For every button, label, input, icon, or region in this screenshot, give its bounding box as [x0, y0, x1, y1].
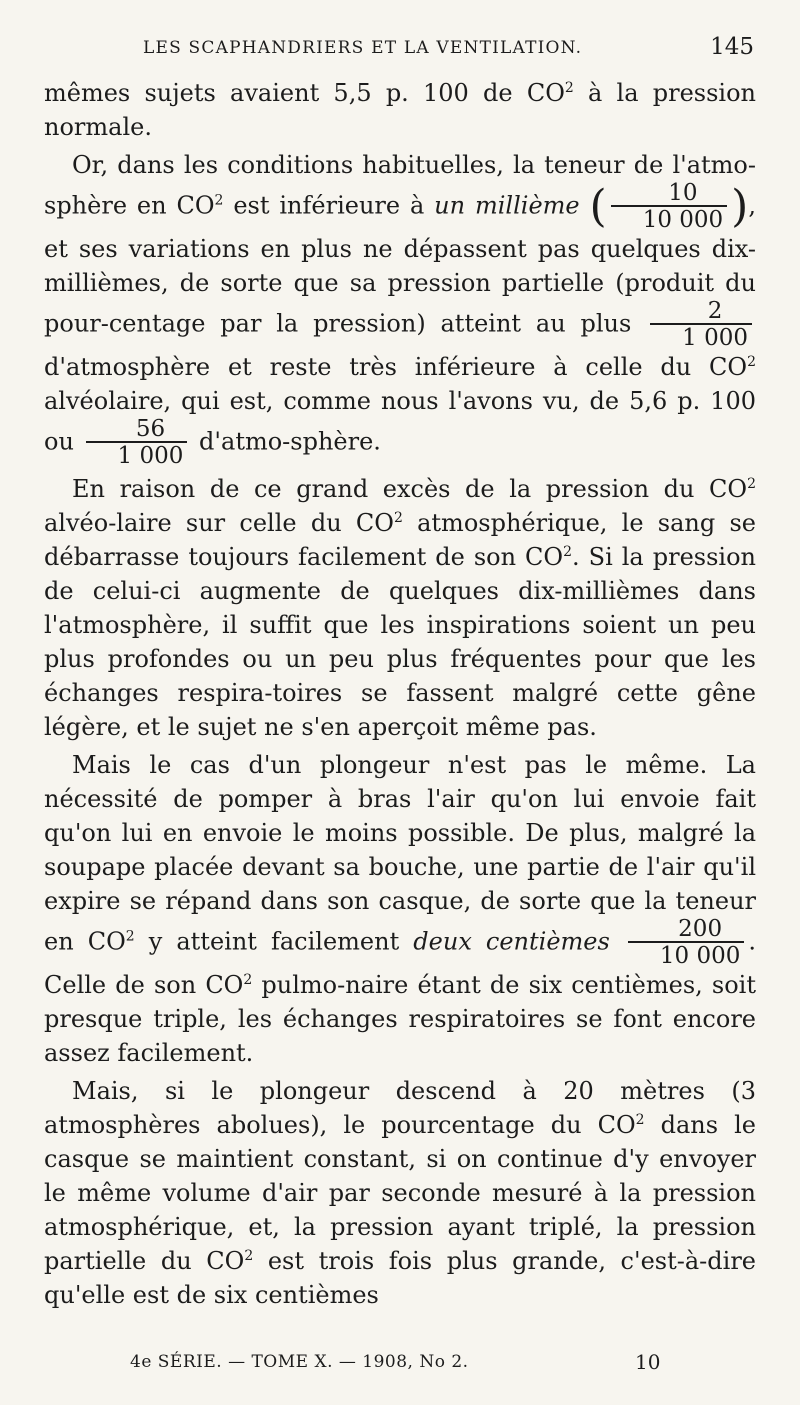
superscript: 2: [393, 510, 403, 526]
paragraph-1: [44, 76, 756, 144]
text-run: à la pression normale.: [44, 79, 756, 141]
fraction-denominator: 10 000: [628, 941, 744, 968]
fraction-fifty-six-thousandths: [86, 418, 188, 468]
emphasis: deux centièmes: [413, 927, 610, 956]
right-paren: ): [731, 181, 749, 232]
text-run: alvéo-laire sur celle du CO: [44, 509, 394, 537]
superscript: 2: [244, 1248, 254, 1264]
page-header: [0, 36, 800, 66]
superscript: 2: [747, 476, 756, 492]
superscript: 2: [564, 80, 574, 96]
fraction-denominator: 1 000: [650, 323, 752, 350]
fraction-numerator: 10: [668, 180, 698, 206]
fraction-numerator: 200: [678, 916, 723, 942]
text-run: d'atmosphère et reste très inférieure à celle du CO: [44, 353, 748, 381]
running-title: LES SCAPHANDRIERS ET LA VENTILATION.: [143, 38, 583, 58]
text-run: , et ses variations en plus ne dépassent pas quelques dix-millièmes, de sorte que sa pression partielle (produit du pour-centage par la pression) atteint au plus: [44, 191, 756, 338]
text-run: mêmes sujets avaient 5,5 p. 100 de CO: [44, 79, 565, 107]
fraction-two-thousandths: [650, 300, 752, 350]
page-number: 145: [710, 34, 754, 60]
paragraph-3: [44, 472, 756, 744]
text-run: dans le casque se maintient constant, si on continue d'y envoyer le même volume d'air par seconde mesuré à la pression atmosphérique, et, la pression ayant triplé, la pression partielle du CO: [44, 1111, 756, 1275]
left-paren: (: [589, 181, 607, 232]
text-run: est trois fois plus grande, c'est-à-dire qu'elle est de six centièmes: [44, 1247, 757, 1309]
signature-mark: 10: [635, 1350, 661, 1374]
text-run: . Si la pression de celui-ci augmente de quelques dix-millièmes dans l'atmosphère, il suffit que les inspirations soient un peu plus profondes ou un peu plus fréquentes pour que les échanges respira-toires se fassent malgré cette gêne légère, et le sujet ne s'en aperçoit même pas.: [44, 543, 756, 741]
text-run: est inférieure à: [223, 191, 435, 220]
superscript: 2: [243, 972, 253, 988]
text-run: y atteint facilement: [134, 927, 414, 956]
series-info: 4e SÉRIE. — TOME X. — 1908, No 2.: [130, 1352, 469, 1372]
text-run: . Celle de son CO: [44, 927, 757, 999]
fraction-denominator: 1 000: [86, 441, 188, 468]
fraction-two-hundredths: [628, 918, 744, 968]
fraction-numerator: 56: [135, 416, 166, 442]
superscript: 2: [747, 354, 756, 370]
text-run: Mais, si le plongeur descend à 20 mètres (3 atmosphères abolues), le pourcentage du CO: [44, 1077, 756, 1139]
text-run: alvéolaire, qui est, comme nous l'avons vu, de 5,6 p. 100 ou: [44, 387, 756, 456]
superscript: 2: [214, 192, 224, 209]
superscript: 2: [125, 928, 135, 945]
page-footer: [0, 1350, 800, 1380]
paragraph-2: [44, 148, 756, 468]
text-run: pulmo-naire étant de six centièmes, soit presque triple, les échanges respiratoires se font encore assez facilement.: [44, 971, 756, 1067]
superscript: 2: [635, 1112, 645, 1128]
paragraph-5: [44, 1074, 756, 1312]
superscript: 2: [563, 544, 573, 560]
fraction-one-thousandth: [611, 182, 727, 232]
text-run: Or, dans les conditions habituelles, la teneur de l'atmo-sphère en CO: [44, 151, 756, 220]
paragraph-4: [44, 748, 756, 1070]
fraction-numerator: 2: [707, 298, 723, 324]
text-run: d'atmo-sphère.: [199, 427, 381, 456]
body-text: [44, 76, 756, 1312]
text-run: atmosphérique, le sang se débarrasse toujours facilement de son CO: [44, 509, 756, 571]
fraction-denominator: 10 000: [611, 205, 727, 232]
text-run: Mais le cas d'un plongeur n'est pas le même. La nécessité de pomper à bras l'air qu'on lui envoie fait qu'on lui en envoie le moins possible. De plus, malgré la soupape placée devant sa bouche, une partie de l'air qu'il expire se répand dans son casque, de sorte que la teneur en CO: [44, 751, 756, 956]
emphasis: un millième: [434, 191, 580, 220]
text-run: En raison de ce grand excès de la pression du CO: [72, 475, 748, 503]
